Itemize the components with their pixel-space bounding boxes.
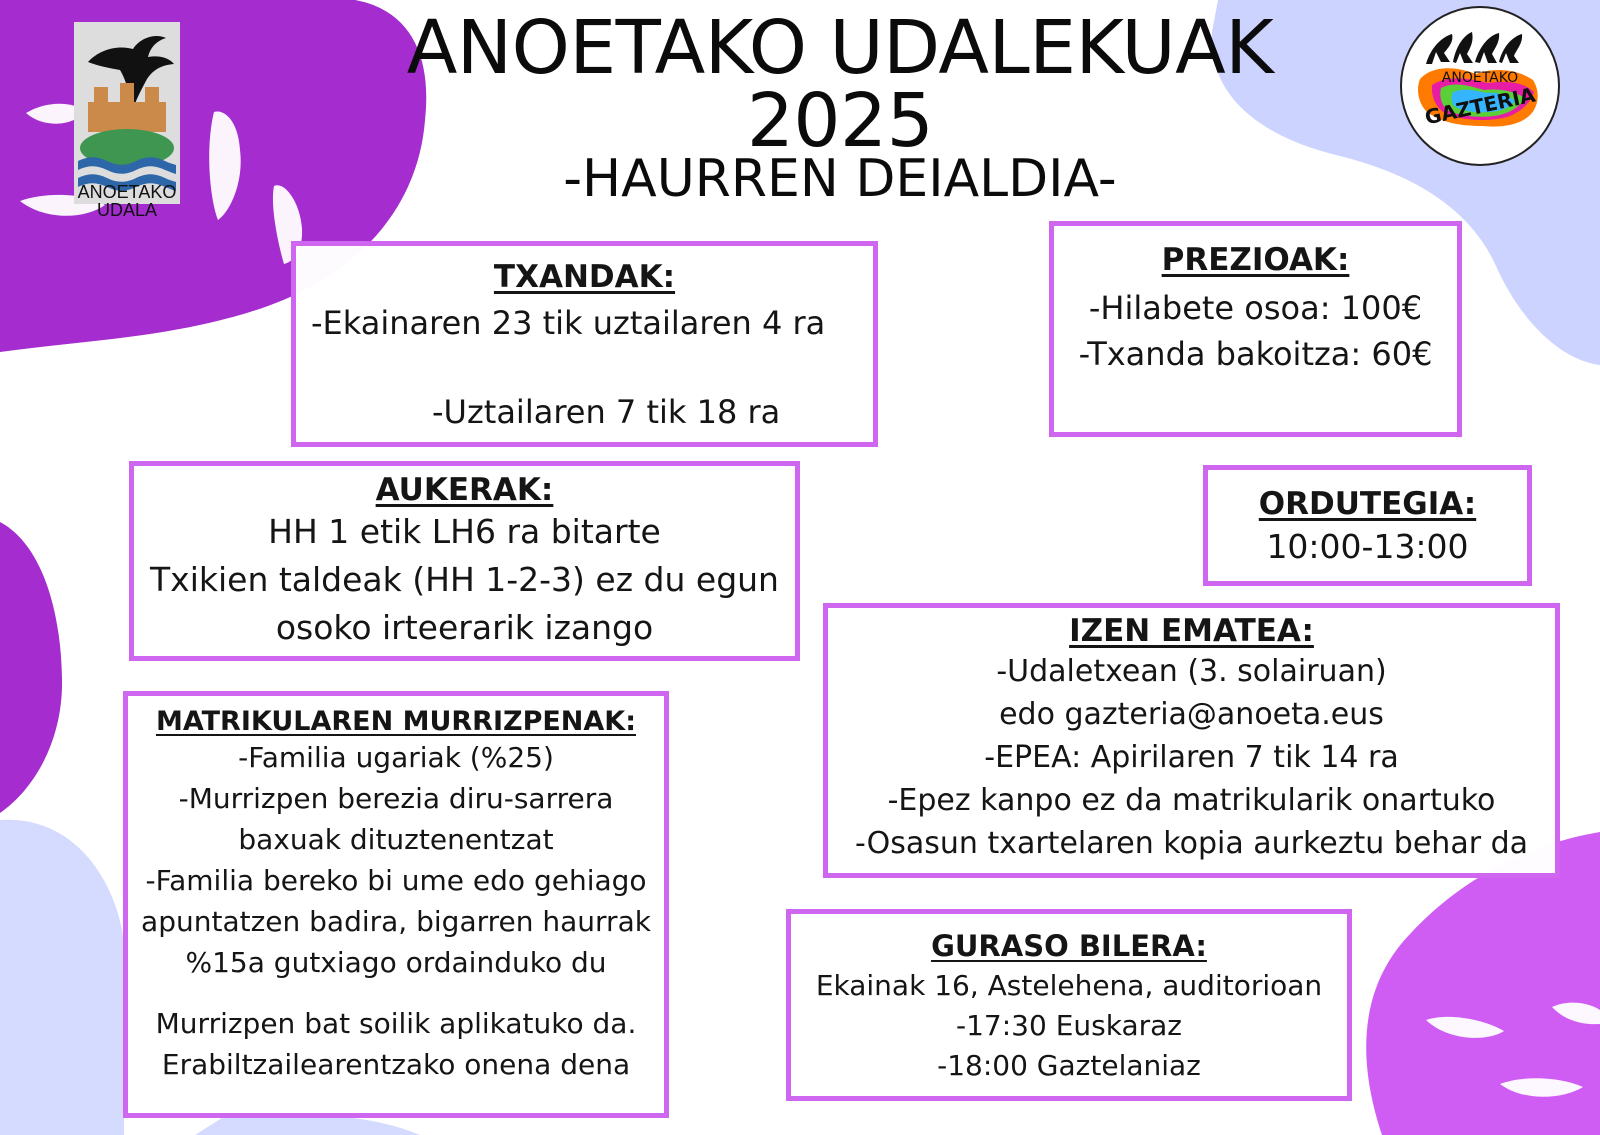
ordutegia-content	[1208, 525, 1527, 569]
fortress-tower-icon-2	[120, 83, 134, 103]
left-logo-line-1: ANOETAKO	[77, 182, 177, 202]
left-logo-label	[66, 183, 188, 219]
izen-ematea-line-2: edo gazteria@anoeta.eus	[999, 697, 1384, 732]
aukerak-line-2: Txikien taldeak (HH 1-2-3) ez du egun	[150, 560, 779, 599]
izen-ematea-title: IZEN EMATEA:	[1069, 613, 1314, 649]
aukerak-section	[129, 461, 800, 661]
fortress-tower-icon	[94, 87, 108, 105]
aukerak-line-3: osoko irteerarik izango	[275, 608, 654, 647]
prezioak-line-2: -Txanda bakoitza: 60€	[1078, 335, 1433, 373]
right-logo-bottom-text: GAZTERIA	[1422, 82, 1538, 130]
guraso-bilera-line-2: -17:30 Euskaraz	[956, 1009, 1182, 1042]
izen-ematea-section	[823, 603, 1560, 878]
guraso-bilera-line-1: Ekainak 16, Astelehena, auditorioan	[815, 969, 1323, 1002]
left-logo-line-2: UDALA	[96, 200, 158, 220]
header	[320, 5, 1360, 210]
aukerak-line-1: HH 1 etik LH6 ra bitarte	[268, 512, 661, 551]
guraso-bilera-section	[786, 909, 1352, 1101]
prezioak-section	[1049, 221, 1462, 437]
izen-ematea-line-4: -Epez kanpo ez da matrikularik onartuko	[887, 783, 1496, 818]
txandak-line-2: -Uztailaren 7 tik 18 ra	[432, 393, 781, 431]
purple-blob-left-mid	[0, 522, 62, 813]
aukerak-title: AUKERAK:	[375, 472, 554, 508]
matrikula-line-2: -Murrizpen berezia diru-sarrera	[178, 782, 614, 815]
aukerak-content	[134, 508, 795, 652]
ordutegia-section	[1203, 465, 1532, 586]
txandak-title: TXANDAK:	[493, 259, 676, 295]
matrikula-line-5: apuntatzen badira, bigarren haurrak	[141, 905, 651, 938]
guraso-bilera-line-3: -18:00 Gaztelaniaz	[937, 1049, 1201, 1082]
matrikula-content	[128, 737, 664, 1085]
page-title-line-1: ANOETAKO UDALEKUAK	[406, 5, 1274, 91]
lavender-blob-bottom-left	[0, 820, 124, 1135]
prezioak-line-1: -Hilabete osoa: 100€	[1088, 289, 1423, 327]
matrikula-line-8: Erabiltzailearentzako onena dena	[161, 1048, 631, 1081]
txandak-line-1: -Ekainaren 23 tik uztailaren 4 ra	[311, 304, 826, 342]
ordutegia-line-1: 10:00-13:00	[1266, 527, 1469, 566]
page-subtitle: -HAURREN DEIALDIA-	[563, 149, 1117, 210]
guraso-bilera-title: GURASO BILERA:	[931, 929, 1207, 963]
page-title-line-2: 2025	[746, 77, 934, 164]
izen-ematea-content	[828, 650, 1555, 865]
right-logo-top-text: ANOETAKO	[1441, 70, 1519, 86]
izen-ematea-line-3: -EPEA: Apirilaren 7 tik 14 ra	[984, 740, 1399, 775]
matrikula-line-3: baxuak dituztenentzat	[238, 823, 554, 856]
izen-ematea-line-1: -Udaletxean (3. solairuan)	[996, 654, 1387, 689]
ordutegia-title: ORDUTEGIA:	[1258, 486, 1477, 522]
matrikula-section	[123, 691, 669, 1118]
fortress-tower-icon-3	[145, 87, 159, 105]
fortress-icon	[88, 102, 166, 132]
izen-ematea-line-5: -Osasun txartelaren kopia aurkeztu behar da	[854, 826, 1529, 861]
matrikula-line-1: -Familia ugariak (%25)	[238, 741, 554, 774]
matrikula-spacer	[128, 983, 664, 1003]
matrikula-title: MATRIKULAREN MURRIZPENAK:	[155, 706, 637, 737]
matrikula-line-4: -Familia bereko bi ume edo gehiago	[145, 864, 647, 897]
prezioak-content	[1054, 285, 1457, 377]
txandak-section	[291, 241, 878, 447]
prezioak-title: PREZIOAK:	[1161, 242, 1350, 278]
matrikula-line-7: Murrizpen bat soilik aplikatuko da.	[155, 1007, 637, 1040]
guraso-bilera-content	[791, 966, 1347, 1086]
matrikula-line-6: %15a gutxiago ordainduko du	[185, 946, 607, 979]
